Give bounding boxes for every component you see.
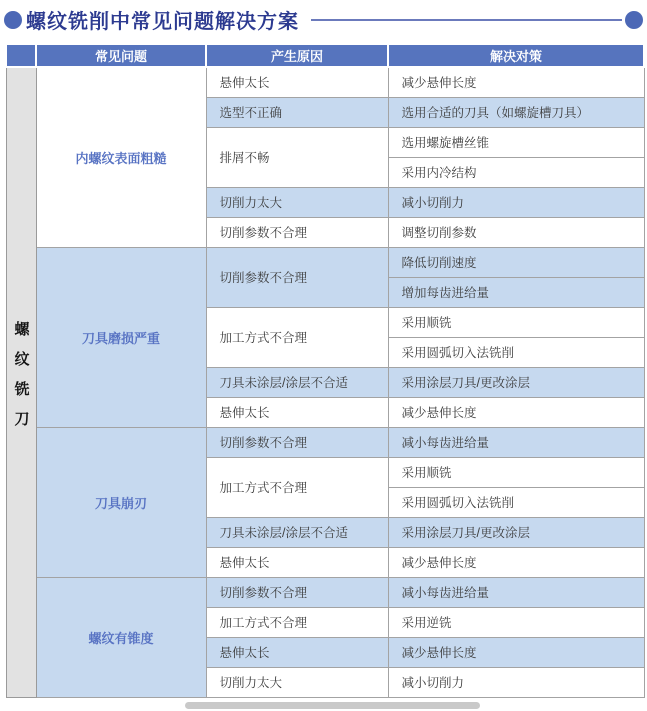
solution-cell: 采用圆弧切入法铣削 [388,337,644,367]
cause-cell: 排屑不畅 [206,127,388,187]
problem-cell: 刀具崩刃 [36,427,206,577]
solution-cell: 减小切削力 [388,667,644,697]
problem-solution-table [5,43,645,698]
cause-cell: 刀具未涂层/涂层不合适 [206,367,388,397]
cause-cell: 切削力太大 [206,667,388,697]
cause-cell: 悬伸太长 [206,67,388,97]
solution-cell: 减小切削力 [388,187,644,217]
cause-cell: 切削参数不合理 [206,577,388,607]
header-solution: 解决对策 [388,44,644,67]
header-cause: 产生原因 [206,44,388,67]
cause-cell: 切削参数不合理 [206,247,388,307]
page-title-bar [0,0,647,32]
solution-cell: 采用顺铣 [388,457,644,487]
table-row [6,427,644,457]
solution-cell: 减少悬伸长度 [388,637,644,667]
cause-cell: 加工方式不合理 [206,607,388,637]
solution-cell: 采用圆弧切入法铣削 [388,487,644,517]
bullet-circle-right-icon [625,11,643,29]
solution-cell: 采用涂层刀具/更改涂层 [388,517,644,547]
solution-cell: 采用涂层刀具/更改涂层 [388,367,644,397]
solution-cell: 采用内冷结构 [388,157,644,187]
cause-cell: 切削参数不合理 [206,217,388,247]
solution-cell: 减少悬伸长度 [388,547,644,577]
solution-cell: 减小每齿进给量 [388,427,644,457]
horizontal-scrollbar-thumb[interactable] [185,702,480,709]
solution-cell: 采用顺铣 [388,307,644,337]
header-corner-cell [6,44,36,67]
cause-cell: 切削参数不合理 [206,427,388,457]
solution-cell: 选用螺旋槽丝锥 [388,127,644,157]
side-category-label: 螺纹铣刀 [12,320,30,441]
table-row [6,577,644,607]
solution-cell: 降低切削速度 [388,247,644,277]
side-category-cell [6,67,36,697]
solution-cell: 采用逆铣 [388,607,644,637]
cause-cell: 刀具未涂层/涂层不合适 [206,517,388,547]
cause-cell: 加工方式不合理 [206,307,388,367]
header-row [6,44,644,67]
cause-cell: 切削力太大 [206,187,388,217]
solution-cell: 增加每齿进给量 [388,277,644,307]
cause-cell: 悬伸太长 [206,637,388,667]
cause-cell: 加工方式不合理 [206,457,388,517]
solution-cell: 选用合适的刀具（如螺旋槽刀具） [388,97,644,127]
cause-cell: 选型不正确 [206,97,388,127]
table-row [6,67,644,97]
solution-cell: 减少悬伸长度 [388,397,644,427]
cause-cell: 悬伸太长 [206,397,388,427]
title-divider-line [311,19,622,21]
cause-cell: 悬伸太长 [206,547,388,577]
problem-cell: 螺纹有锥度 [36,577,206,697]
problem-cell: 内螺纹表面粗糙 [36,67,206,247]
problem-cell: 刀具磨损严重 [36,247,206,427]
solution-cell: 调整切削参数 [388,217,644,247]
page-title: 螺纹铣削中常见问题解决方案 [26,11,299,33]
table-row [6,247,644,277]
solution-cell: 减小每齿进给量 [388,577,644,607]
bullet-circle-left-icon [4,11,22,29]
header-problem: 常见问题 [36,44,206,67]
solution-cell: 减少悬伸长度 [388,67,644,97]
